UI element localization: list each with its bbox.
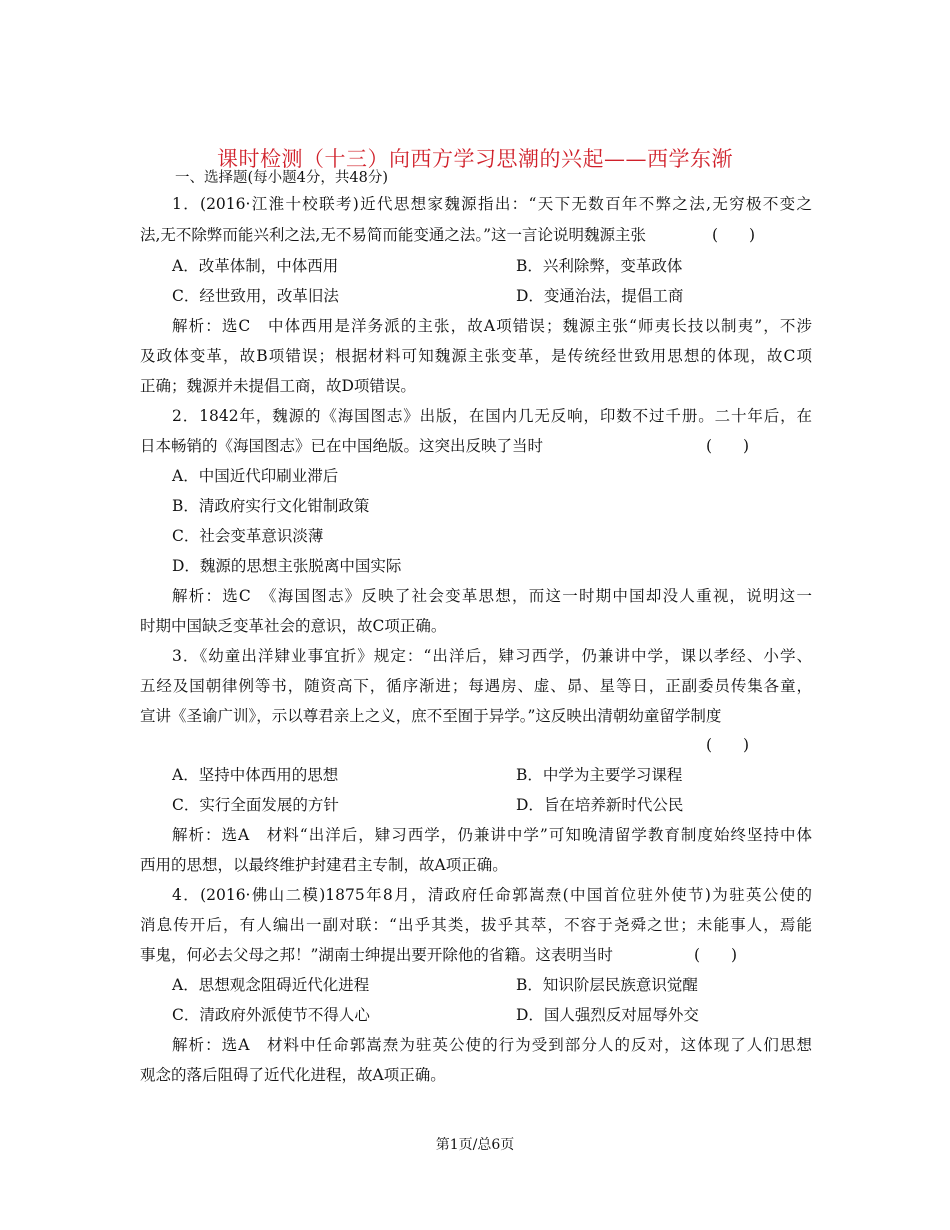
question-3-analysis-line-1: 解析：选A 材料“出洋后，肄习西学，仍兼讲中学”可知晚清留学教育制度始终坚持中体 xyxy=(172,826,812,844)
question-4-option-a: A．思想观念阻碍近代化进程 xyxy=(172,976,370,994)
question-1-option-a: A．改革体制，中体西用 xyxy=(172,257,339,275)
question-3-option-a: A．坚持中体西用的思想 xyxy=(172,766,339,784)
question-4-answer-blank: ( ) xyxy=(694,946,738,964)
question-4-stem-line-2: 消息传开后，有人编出一副对联：“出乎其类，拔乎其萃，不容于尧舜之世；未能事人，焉能 xyxy=(140,916,812,934)
question-4-option-d: D．国人强烈反对屈辱外交 xyxy=(516,1006,699,1024)
question-4-option-b: B．知识阶层民族意识觉醒 xyxy=(516,976,698,994)
question-1-stem-line-1: 1．(2016·江淮十校联考)近代思想家魏源指出：“天下无数百年不弊之法,无穷极不变之 xyxy=(172,195,812,213)
page-footer: 第1页/总6页 xyxy=(435,1137,515,1153)
question-4-stem-line-3: 事鬼，何必去父母之邦！”湖南士绅提出要开除他的省籍。这表明当时 xyxy=(140,946,613,964)
question-1-option-b: B．兴利除弊，变革政体 xyxy=(516,257,683,275)
question-4-analysis-line-1: 解析：选A 材料中任命郭嵩焘为驻英公使的行为受到部分人的反对，这体现了人们思想 xyxy=(172,1036,812,1054)
question-2-option-b: B．清政府实行文化钳制政策 xyxy=(172,497,370,515)
question-3-option-c: C．实行全面发展的方针 xyxy=(172,796,339,814)
question-3-option-d: D．旨在培养新时代公民 xyxy=(516,796,684,814)
question-4-stem-line-1: 4．(2016·佛山二模)1875年8月，清政府任命郭嵩焘(中国首位驻外使节)为驻英公使的 xyxy=(172,886,812,904)
question-2-answer-blank: ( ) xyxy=(706,437,750,455)
question-2-analysis-line-1: 解析：选C 《海国图志》反映了社会变革思想，而这一时期中国却没人重视，说明这一 xyxy=(172,587,812,605)
question-1-option-c: C．经世致用，改革旧法 xyxy=(172,287,339,305)
question-2-option-a: A．中国近代印刷业滞后 xyxy=(172,467,339,485)
question-3-stem-line-3: 宣讲《圣谕广训》，示以尊君亲上之义，庶不至囿于异学。”这反映出清朝幼童留学制度 xyxy=(140,707,722,725)
question-2-stem-line-1: 2．1842年，魏源的《海国图志》出版，在国内几无反响，印数不过千册。二十年后，在 xyxy=(172,407,812,425)
question-1-stem-line-2: 法,无不除弊而能兴利之法,无不易简而能变通之法。”这一言论说明魏源主张 xyxy=(140,226,647,244)
question-1-answer-blank: ( ) xyxy=(712,226,756,244)
question-3-analysis-line-2: 西用的思想，以最终维护封建君主专制，故A项正确。 xyxy=(140,856,508,874)
question-3-stem-line-1: 3．《幼童出洋肄业事宜折》规定：“出洋后，肄习西学，仍兼讲中学，课以孝经、小学、 xyxy=(172,647,812,665)
question-3-answer-blank: ( ) xyxy=(706,736,750,754)
question-3-option-b: B．中学为主要学习课程 xyxy=(516,766,683,784)
question-2-analysis-line-2: 时期中国缺乏变革社会的意识，故C项正确。 xyxy=(140,617,447,635)
question-2-stem-line-2: 日本畅销的《海国图志》已在中国绝版。这突出反映了当时 xyxy=(140,437,544,455)
question-1-analysis-line-2: 及政体变革，故B项错误；根据材料可知魏源主张变革，是传统经世致用思想的体现，故C项 xyxy=(140,347,812,365)
question-1-option-d: D．变通治法，提倡工商 xyxy=(516,287,684,305)
question-1-analysis-line-1: 解析：选C 中体西用是洋务派的主张，故A项错误；魏源主张“师夷长技以制夷”，不涉 xyxy=(172,317,812,335)
section-heading: 一、选择题(每小题4分，共48分) xyxy=(175,170,388,186)
question-2-option-d: D．魏源的思想主张脱离中国实际 xyxy=(172,557,402,575)
question-2-option-c: C．社会变革意识淡薄 xyxy=(172,527,324,545)
question-3-stem-line-2: 五经及国朝律例等书，随资高下，循序渐进；每遇房、虚、昴、星等日，正副委员传集各童， xyxy=(140,677,812,695)
question-1-analysis-line-3: 正确；魏源并未提倡工商，故D项错误。 xyxy=(140,377,416,395)
question-4-option-c: C．清政府外派使节不得人心 xyxy=(172,1006,370,1024)
page-title: 课时检测（十三）向西方学习思潮的兴起——西学东渐 xyxy=(217,147,733,171)
question-4-analysis-line-2: 观念的落后阻碍了近代化进程，故A项正确。 xyxy=(140,1066,446,1084)
